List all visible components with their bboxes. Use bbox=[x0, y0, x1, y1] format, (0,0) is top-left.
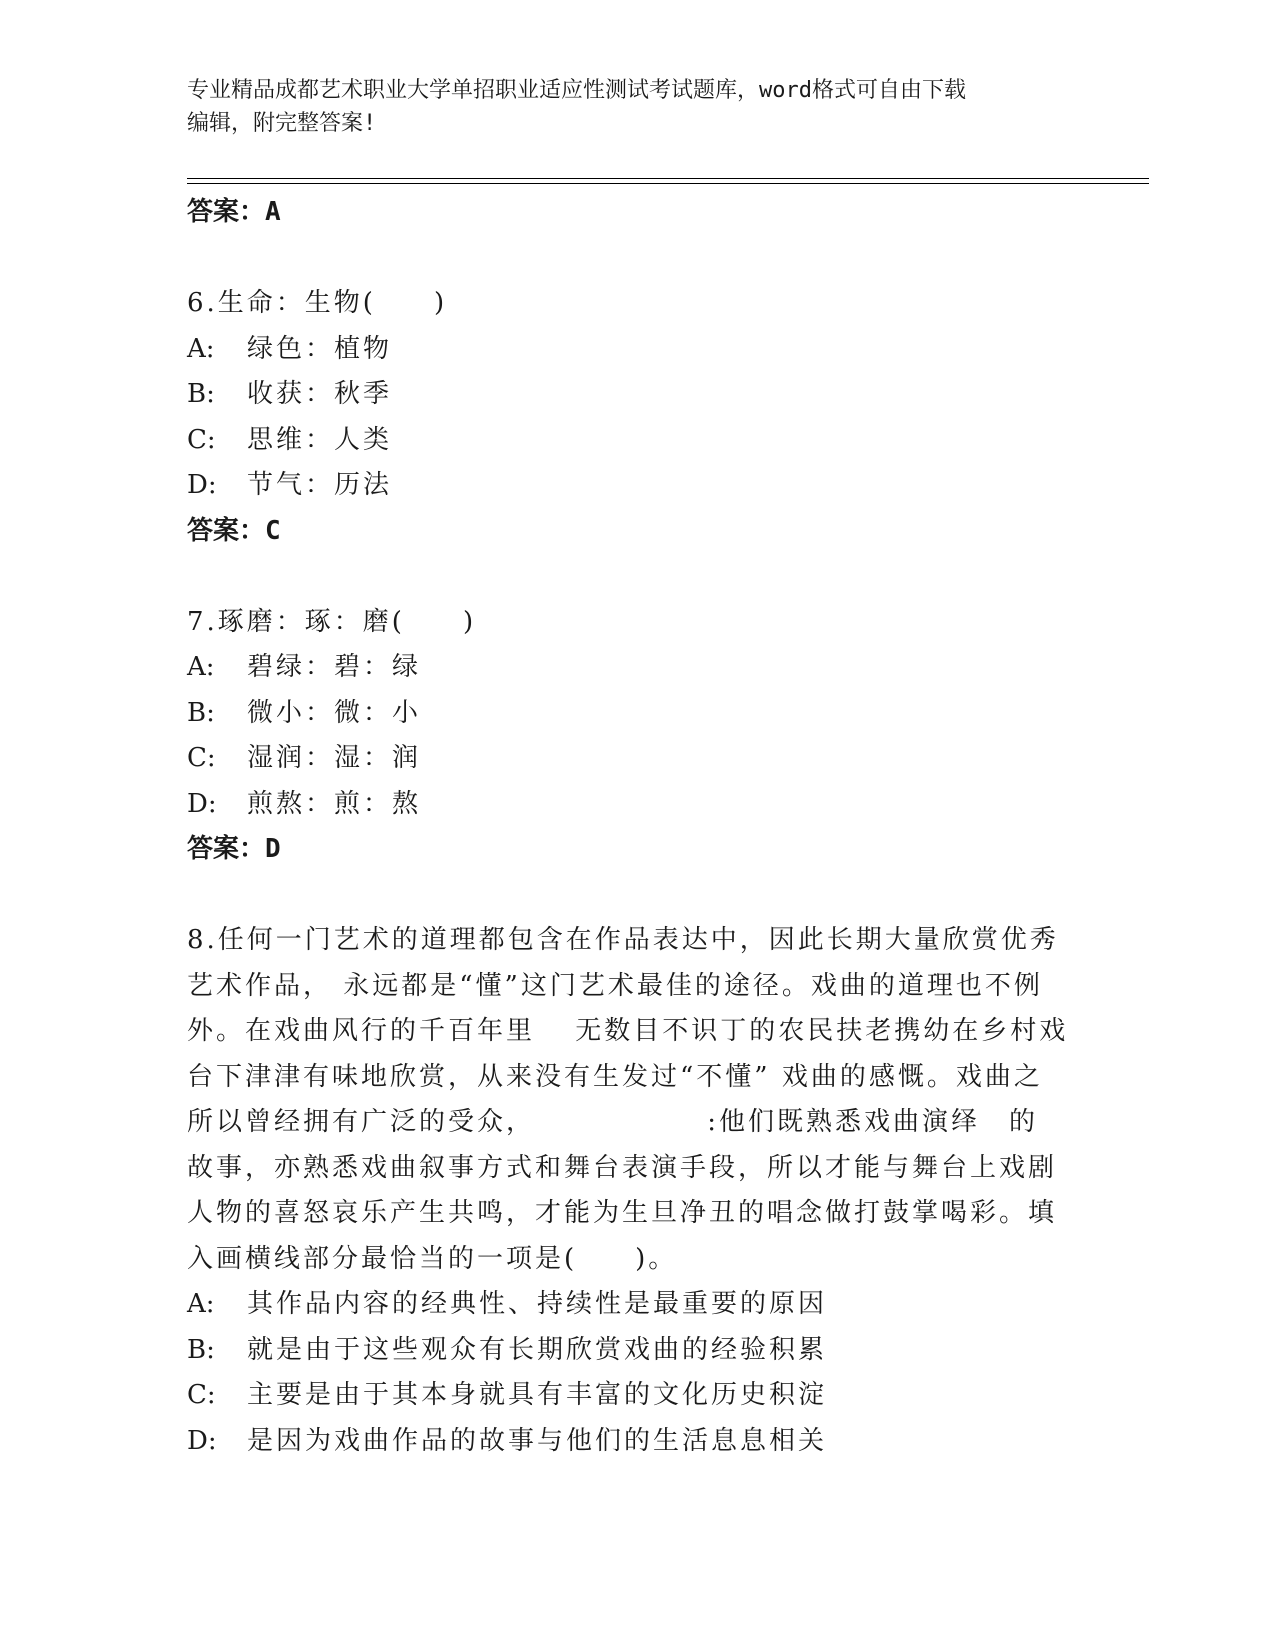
option-text: 碧绿：碧：绿 bbox=[247, 652, 422, 682]
option-letter: A: bbox=[187, 333, 215, 364]
header-line-1: 专业精品成都艺术职业大学单招职业适应性测试考试题库，word格式可自由下载 bbox=[187, 78, 966, 103]
option-text: 主要是由于其本身就具有丰富的文化历史积淀 bbox=[247, 1380, 828, 1410]
option-text: 微小：微：小 bbox=[247, 697, 422, 728]
q7-answer: 答案：D bbox=[187, 834, 281, 864]
q6-option-a bbox=[187, 327, 1087, 373]
option-text: 思维：人类 bbox=[247, 424, 393, 455]
q8-stem-line-3: 外。在戏曲风行的千百年里 无数目不识丁的农民扶老携幼在乡村戏 bbox=[187, 1016, 1069, 1046]
page-header bbox=[187, 74, 1067, 140]
q8-stem-line-5: 所以曾经拥有广泛的受众， :他们既熟悉戏曲演绎 的 bbox=[187, 1107, 1039, 1137]
q7-option-b bbox=[187, 691, 1087, 737]
q7-option-a bbox=[187, 645, 1087, 691]
option-letter: A: bbox=[187, 652, 215, 682]
q8-stem-line-4: 台下津津有味地欣赏，从来没有生发过“不懂” 戏曲的感慨。戏曲之 bbox=[187, 1061, 1043, 1092]
q8-stem-line-1: 8.任何一门艺术的道理都包含在作品表达中，因此长期大量欣赏优秀 bbox=[187, 925, 1059, 955]
q7-stem: 7.琢磨：琢：磨( ) bbox=[187, 606, 477, 637]
q7-option-d bbox=[187, 782, 1087, 828]
q8-option-a bbox=[187, 1282, 1087, 1328]
option-letter: D: bbox=[187, 788, 217, 819]
question-content bbox=[187, 190, 1087, 1464]
spacer bbox=[187, 554, 1087, 600]
option-letter: C: bbox=[187, 743, 216, 773]
q8-option-c bbox=[187, 1373, 1087, 1419]
q6-stem: 6.生命：生物( ) bbox=[187, 288, 448, 318]
q8-stem-line-7: 人物的喜怒哀乐产生共鸣，才能为生旦净丑的唱念做打鼓掌喝彩。填 bbox=[187, 1198, 1058, 1228]
option-letter: C: bbox=[187, 424, 216, 455]
q6-answer: 答案：C bbox=[187, 515, 281, 546]
option-letter: B: bbox=[187, 379, 215, 409]
option-letter: B: bbox=[187, 697, 215, 728]
option-letter: C: bbox=[187, 1380, 216, 1410]
spacer bbox=[187, 873, 1087, 919]
option-text: 就是由于这些观众有长期欣赏戏曲的经验积累 bbox=[247, 1334, 828, 1365]
option-text: 湿润：湿：润 bbox=[247, 743, 422, 773]
option-letter: D: bbox=[187, 470, 217, 500]
option-text: 是因为戏曲作品的故事与他们的生活息息相关 bbox=[247, 1425, 828, 1456]
option-text: 节气：历法 bbox=[247, 470, 393, 500]
option-text: 绿色：植物 bbox=[247, 333, 393, 364]
q7-option-c bbox=[187, 736, 1087, 782]
header-line-2: 编辑，附完整答案! bbox=[187, 111, 377, 136]
option-letter: D: bbox=[187, 1425, 217, 1456]
previous-answer: 答案：A bbox=[187, 197, 281, 227]
option-letter: A: bbox=[187, 1289, 215, 1319]
q6-option-b bbox=[187, 372, 1087, 418]
option-text: 收获：秋季 bbox=[247, 379, 393, 409]
q8-stem-line-2: 艺术作品， 永远都是“懂”这门艺术最佳的途径。戏曲的道理也不例 bbox=[187, 970, 1043, 1001]
q6-option-c bbox=[187, 418, 1087, 464]
q8-stem-line-8: 入画横线部分最恰当的一项是( )。 bbox=[187, 1243, 678, 1274]
q8-option-d bbox=[187, 1419, 1087, 1465]
q8-option-b bbox=[187, 1328, 1087, 1374]
option-text: 煎熬：煎：熬 bbox=[247, 788, 422, 819]
q6-option-d bbox=[187, 463, 1087, 509]
q8-stem-line-6: 故事，亦熟悉戏曲叙事方式和舞台表演手段，所以才能与舞台上戏剧 bbox=[187, 1152, 1058, 1183]
option-text: 其作品内容的经典性、持续性是最重要的原因 bbox=[247, 1289, 828, 1319]
spacer bbox=[187, 236, 1087, 282]
header-rule-top bbox=[187, 178, 1149, 179]
option-letter: B: bbox=[187, 1334, 215, 1365]
header-rule-bottom bbox=[187, 183, 1149, 184]
